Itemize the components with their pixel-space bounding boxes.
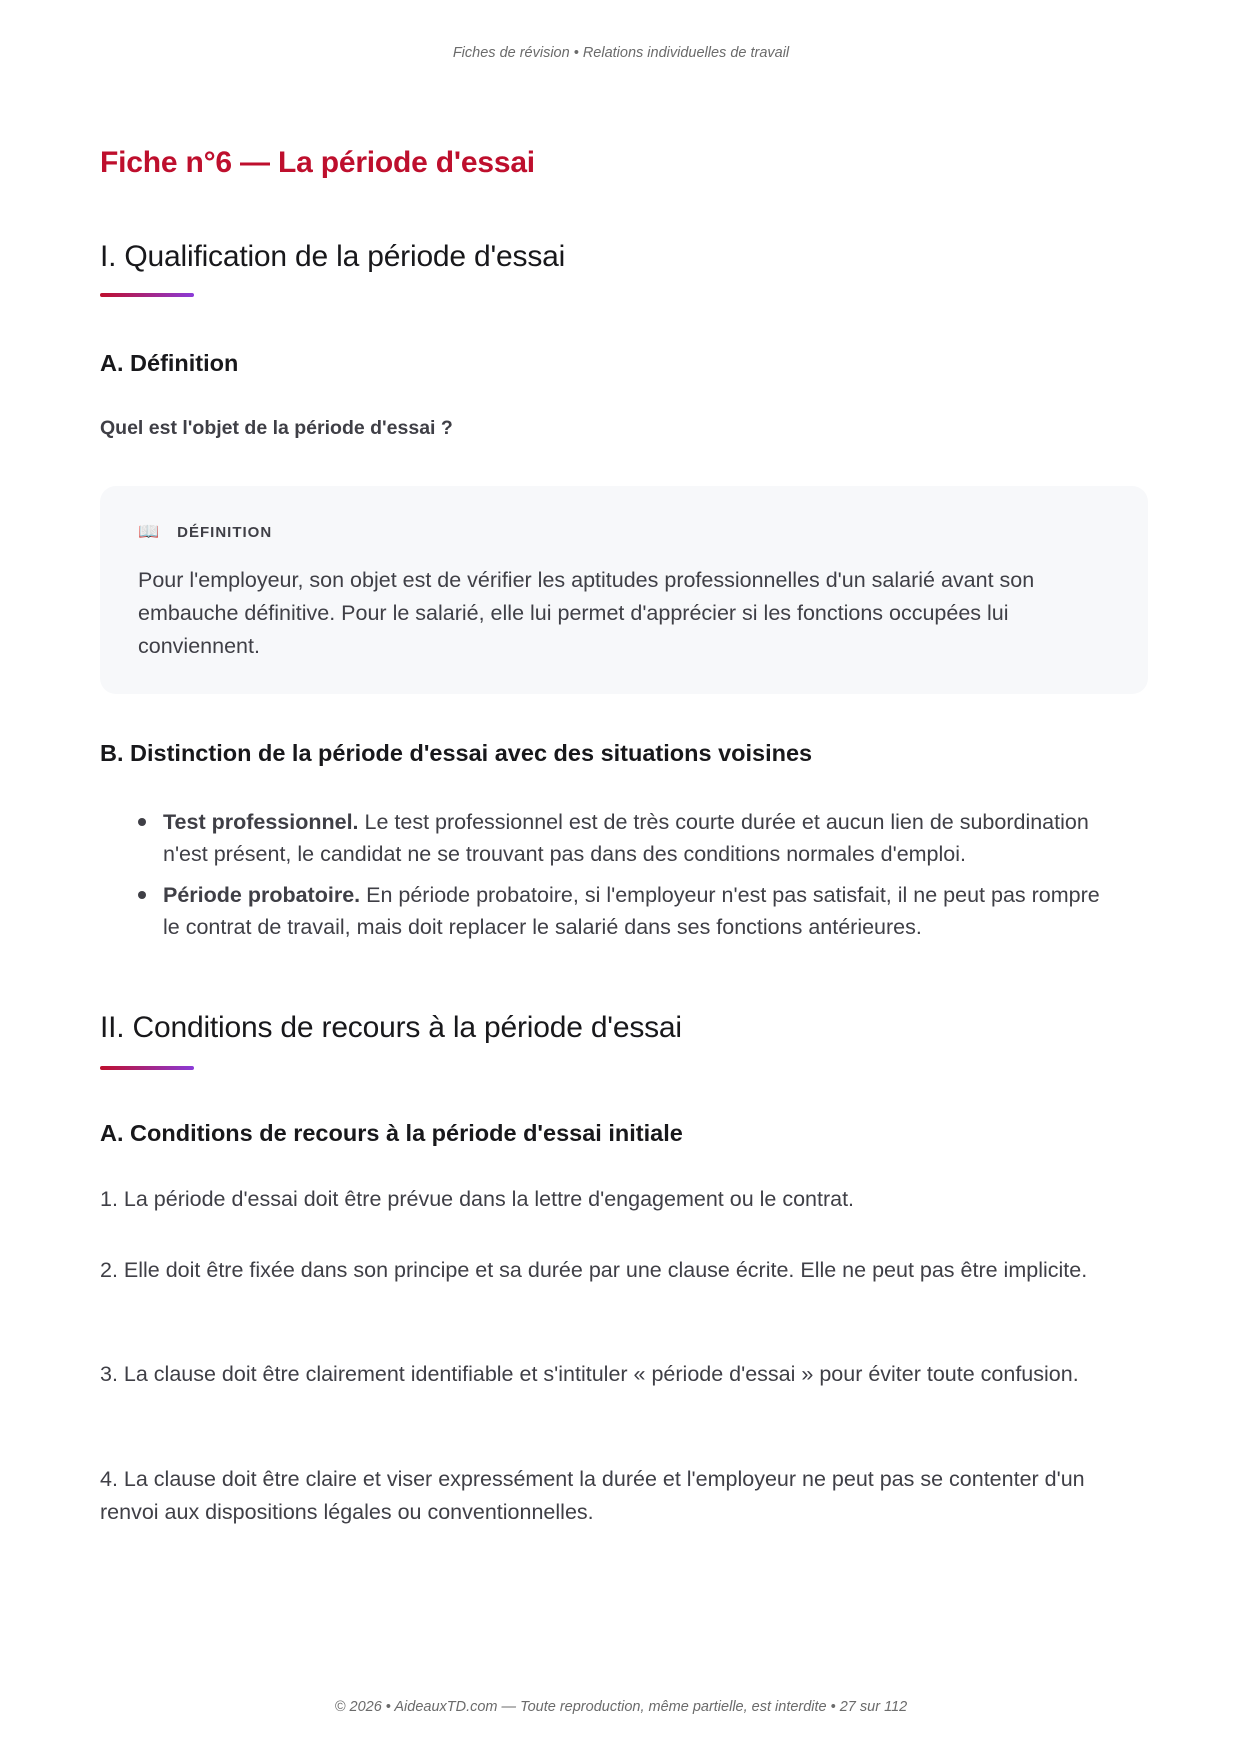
condition-paragraph: 3. La clause doit être clairement identifiable et s'intituler « période d'essai » pour éviter toute confusion. xyxy=(100,1362,1079,1386)
section-1a-title: A. Définition xyxy=(100,350,239,376)
fiche-title: Fiche n°6 — La période d'essai xyxy=(100,146,535,179)
book-icon: 📖 xyxy=(138,522,161,541)
list-item-text: En période probatoire, si l'employeur n'est pas satisfait, il ne peut pas rompre le contrat de travail, mais doit replacer le salarié dans ses fonctions antérieures. xyxy=(163,883,1100,939)
section-1-underline xyxy=(100,293,194,297)
definition-box xyxy=(100,486,1148,694)
section-2a-title: A. Conditions de recours à la période d'essai initiale xyxy=(100,1120,683,1146)
list-item xyxy=(100,879,1110,943)
definition-question: Quel est l'objet de la période d'essai ? xyxy=(100,417,453,439)
definition-label-text: DÉFINITION xyxy=(177,523,273,541)
distinction-list xyxy=(100,806,1110,952)
definition-text: Pour l'employeur, son objet est de vérifier les aptitudes professionnelles d'un salarié avant son embauche définitive. Pour le salarié, elle lui permet d'apprécier si les fonctions occupées lui conviennent. xyxy=(138,568,1035,658)
bullet-dot xyxy=(138,891,146,899)
page-footer: © 2026 • AideauxTD.com — Toute reproduction, même partielle, est interdite • 27 sur 112 xyxy=(334,1699,908,1715)
section-2-title: II. Conditions de recours à la période d'essai xyxy=(100,1011,682,1044)
list-item-term: Période probatoire. xyxy=(163,883,361,907)
list-item-term: Test professionnel. xyxy=(163,810,359,834)
condition-paragraph: 1. La période d'essai doit être prévue dans la lettre d'engagement ou le contrat. xyxy=(100,1187,855,1211)
definition-label xyxy=(138,522,272,542)
section-1b-title: B. Distinction de la période d'essai avec des situations voisines xyxy=(100,740,813,766)
condition-paragraph: 4. La clause doit être claire et viser expressément la durée et l'employeur ne peut pas se contenter d'un renvoi aux dispositions légales ou conventionnelles. xyxy=(100,1467,1085,1524)
section-1-title: I. Qualification de la période d'essai xyxy=(100,240,566,273)
page-header: Fiches de révision • Relations individuelles de travail xyxy=(452,45,790,61)
condition-paragraph: 2. Elle doit être fixée dans son principe et sa durée par une clause écrite. Elle ne peut pas être implicite. xyxy=(100,1258,1088,1282)
section-2-underline xyxy=(100,1066,194,1070)
list-item xyxy=(100,806,1110,870)
bullet-dot xyxy=(138,818,146,826)
list-item-text: Le test professionnel est de très courte durée et aucun lien de subordination n'est présent, le candidat ne se trouvant pas dans des conditions normales d'emploi. xyxy=(163,810,1089,866)
